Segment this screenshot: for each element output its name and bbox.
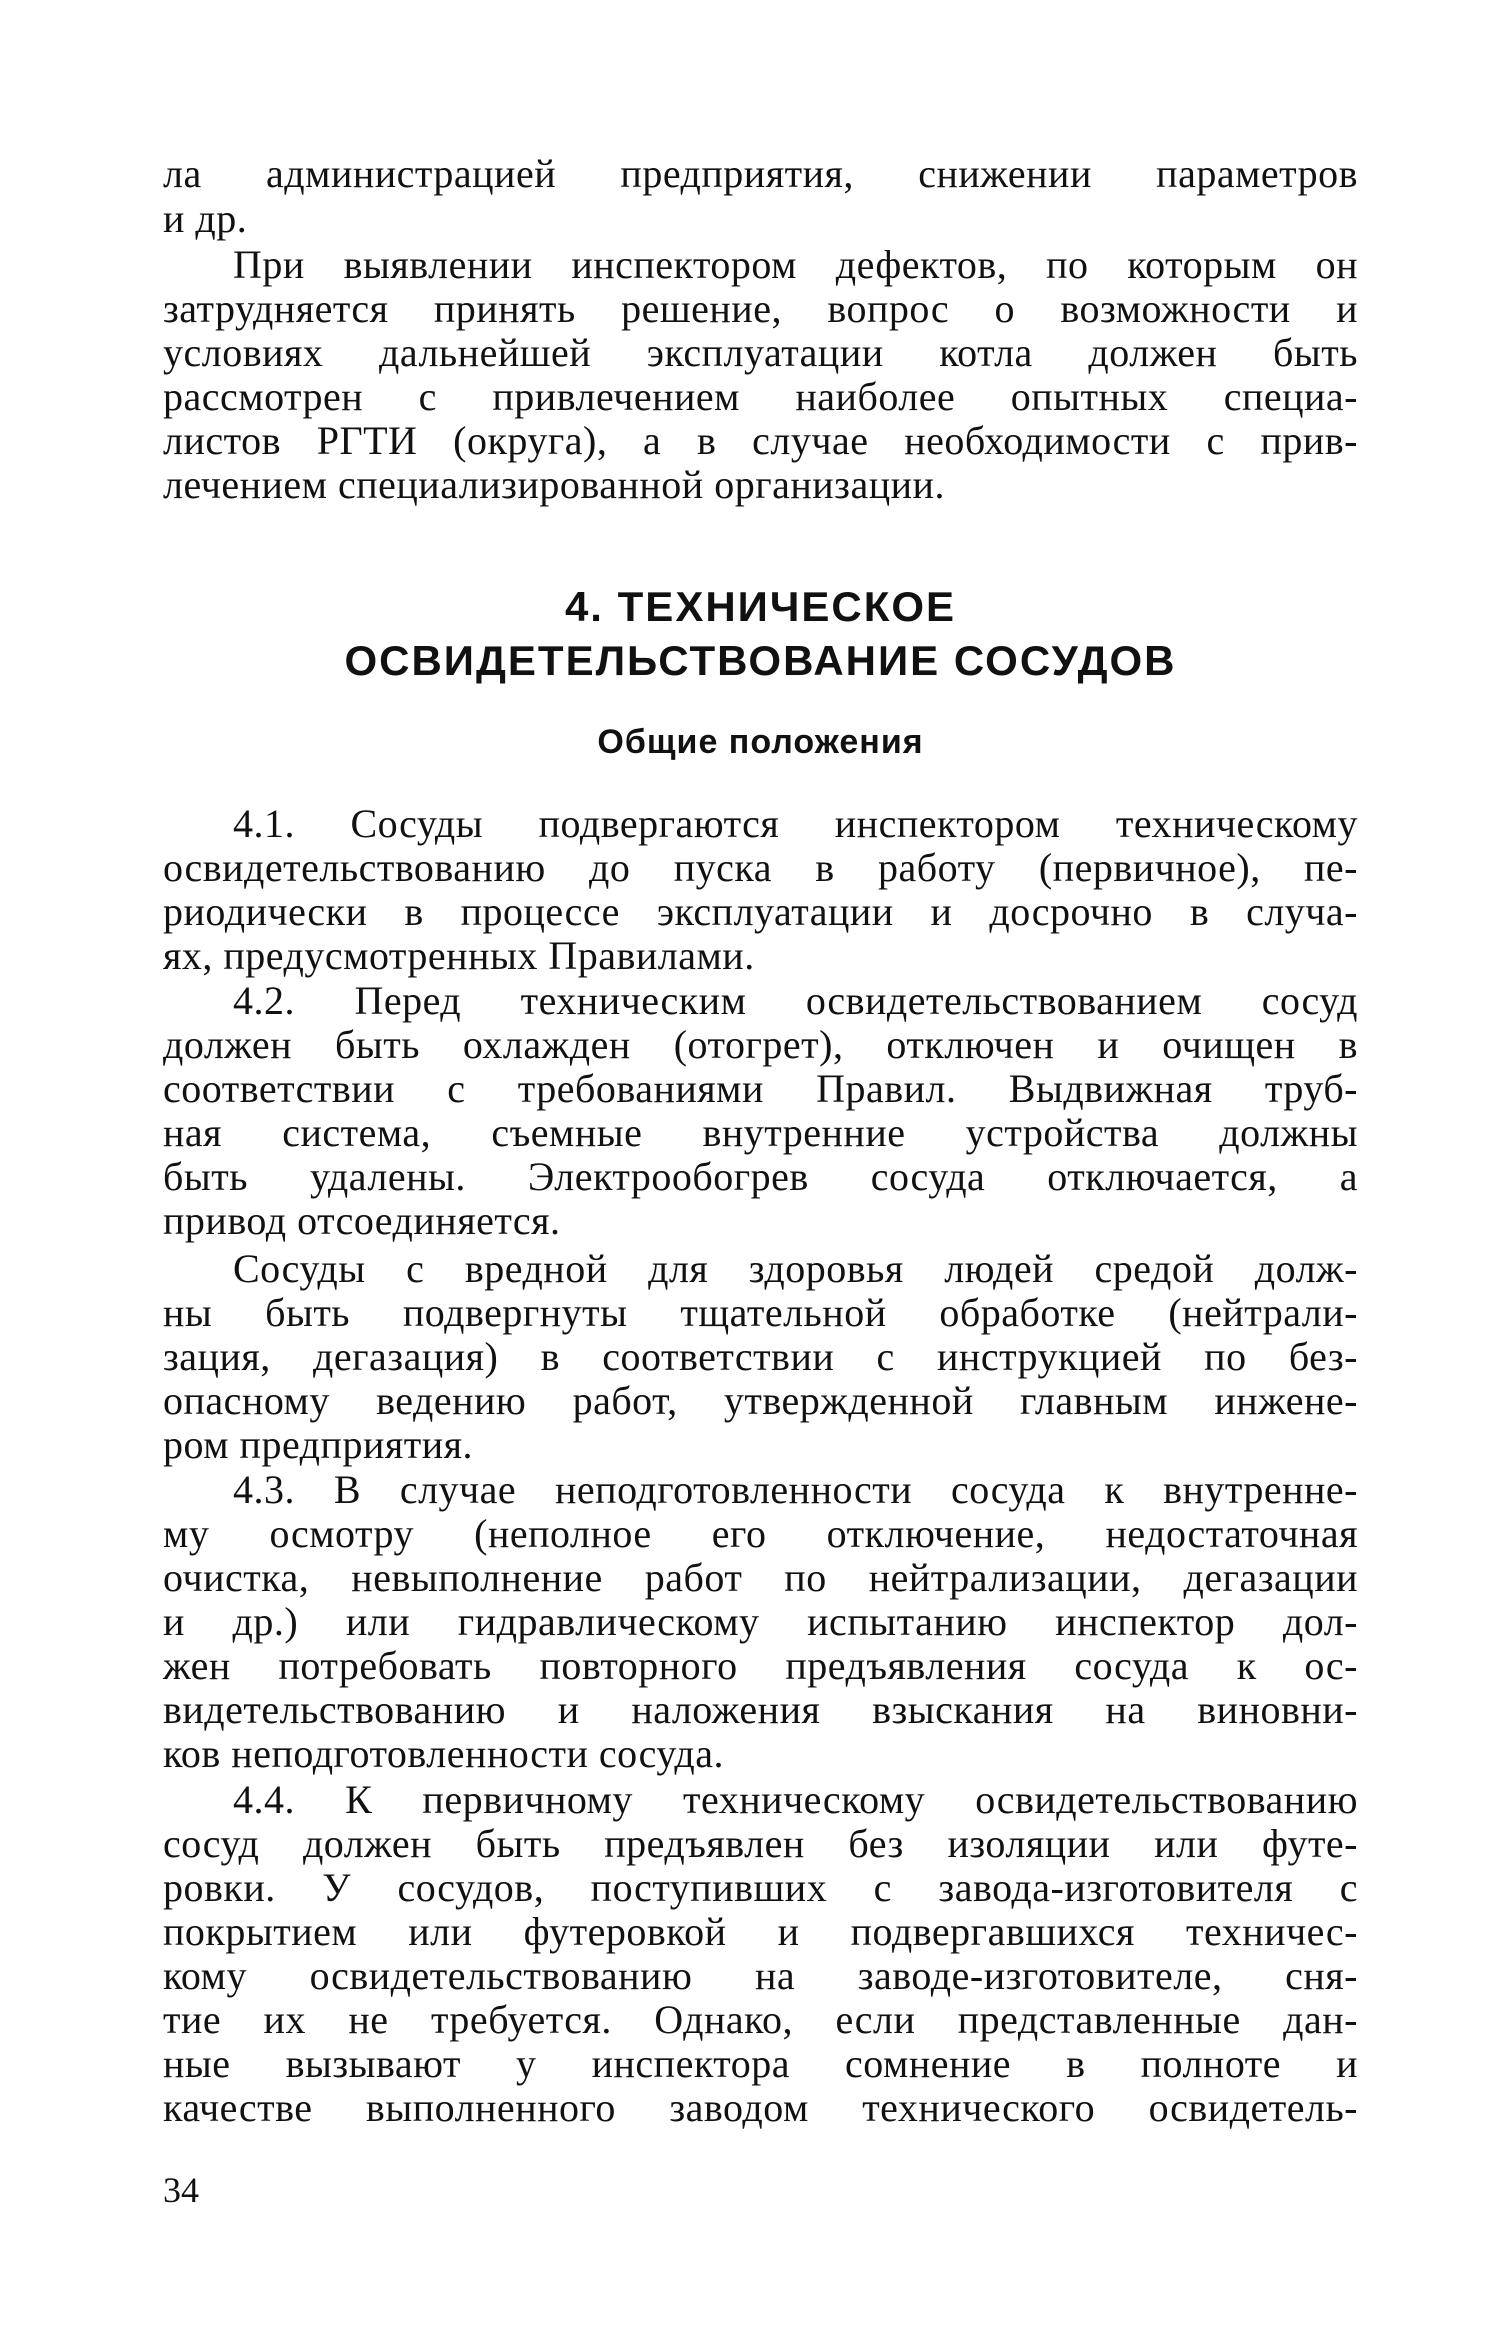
text-line: риодически в процессе эксплуатации и досрочно в случа- <box>163 889 1358 934</box>
text-line: ровки. У сосудов, поступивших с завода-изготовителя с <box>163 1865 1358 1910</box>
text-line: кому освидетельствованию на заводе-изготовителе, сня- <box>163 1953 1358 1998</box>
text-line: 4.2. Перед техническим освидетельствованием сосуд <box>233 978 1358 1023</box>
text-line: качестве выполненного заводом технического освидетель- <box>163 2085 1358 2130</box>
text-line: быть удалены. Электрообогрев сосуда отключается, а <box>163 1154 1358 1199</box>
page-number: 34 <box>163 2170 199 2210</box>
text-line: сосуд должен быть предъявлен без изоляции или футе- <box>163 1821 1358 1866</box>
text-line: листов РГТИ (округа), а в случае необходимости с прив- <box>163 418 1358 463</box>
text-line: 4.4. К первичному техническому освидетельствованию <box>233 1777 1358 1822</box>
section-title: 4. ТЕХНИЧЕСКОЕ <box>564 583 957 630</box>
text-line: опасному ведению работ, утвержденной главным инжене- <box>163 1378 1358 1423</box>
text-line: привод отсоединяется. <box>163 1198 561 1243</box>
text-line: жен потребовать повторного предъявления сосуда к ос- <box>163 1643 1358 1688</box>
text-line: очистка, невыполнение работ по нейтрализации, дегазации <box>163 1555 1358 1600</box>
text-line: лечением специализированной организации. <box>163 462 945 507</box>
text-line: ях, предусмотренных Правилами. <box>163 933 755 978</box>
text-line: Сосуды с вредной для здоровья людей средой долж- <box>233 1246 1358 1291</box>
text-line: ны быть подвергнуты тщательной обработке (нейтрали- <box>163 1290 1358 1335</box>
text-line: му осмотру (неполное его отключение, недостаточная <box>163 1511 1358 1556</box>
text-line: ков неподготовленности сосуда. <box>163 1731 724 1776</box>
section-title: ОСВИДЕТЕЛЬСТВОВАНИЕ СОСУДОВ <box>344 637 1177 684</box>
text-line: ная система, съемные внутренние устройства должны <box>163 1110 1358 1155</box>
text-line: ла администрацией предприятия, снижении параметров <box>163 151 1358 196</box>
text-line: тие их не требуется. Однако, если представленные дан- <box>163 1997 1358 2042</box>
text-line: должен быть охлажден (отогрет), отключен и очищен в <box>163 1022 1358 1067</box>
text-line: освидетельствованию до пуска в работу (первичное), пе- <box>163 845 1358 890</box>
section-subtitle: Общие положения <box>597 723 924 761</box>
text-line: затрудняется принять решение, вопрос о возможности и <box>163 286 1358 331</box>
text-line: и др.) или гидравлическому испытанию инспектор дол- <box>163 1599 1358 1644</box>
text-line: рассмотрен с привлечением наиболее опытных специа- <box>163 374 1358 419</box>
text-line: соответствии с требованиями Правил. Выдвижная труб- <box>163 1066 1358 1111</box>
text-line: 4.3. В случае неподготовленности сосуда к внутренне- <box>233 1467 1358 1512</box>
text-line: ром предприятия. <box>163 1422 474 1467</box>
text-line: При выявлении инспектором дефектов, по которым он <box>233 242 1358 287</box>
text-line: покрытием или футеровкой и подвергавшихся техничес- <box>163 1909 1358 1954</box>
text-line: условиях дальнейшей эксплуатации котла должен быть <box>163 330 1358 375</box>
text-line: зация, дегазация) в соответствии с инструкцией по без- <box>163 1334 1358 1379</box>
text-line: и др. <box>163 196 248 241</box>
text-line: 4.1. Сосуды подвергаются инспектором техническому <box>233 801 1358 846</box>
text-line: ные вызывают у инспектора сомнение в полноте и <box>163 2041 1358 2086</box>
text-line: видетельствованию и наложения взыскания на виновни- <box>163 1687 1358 1732</box>
